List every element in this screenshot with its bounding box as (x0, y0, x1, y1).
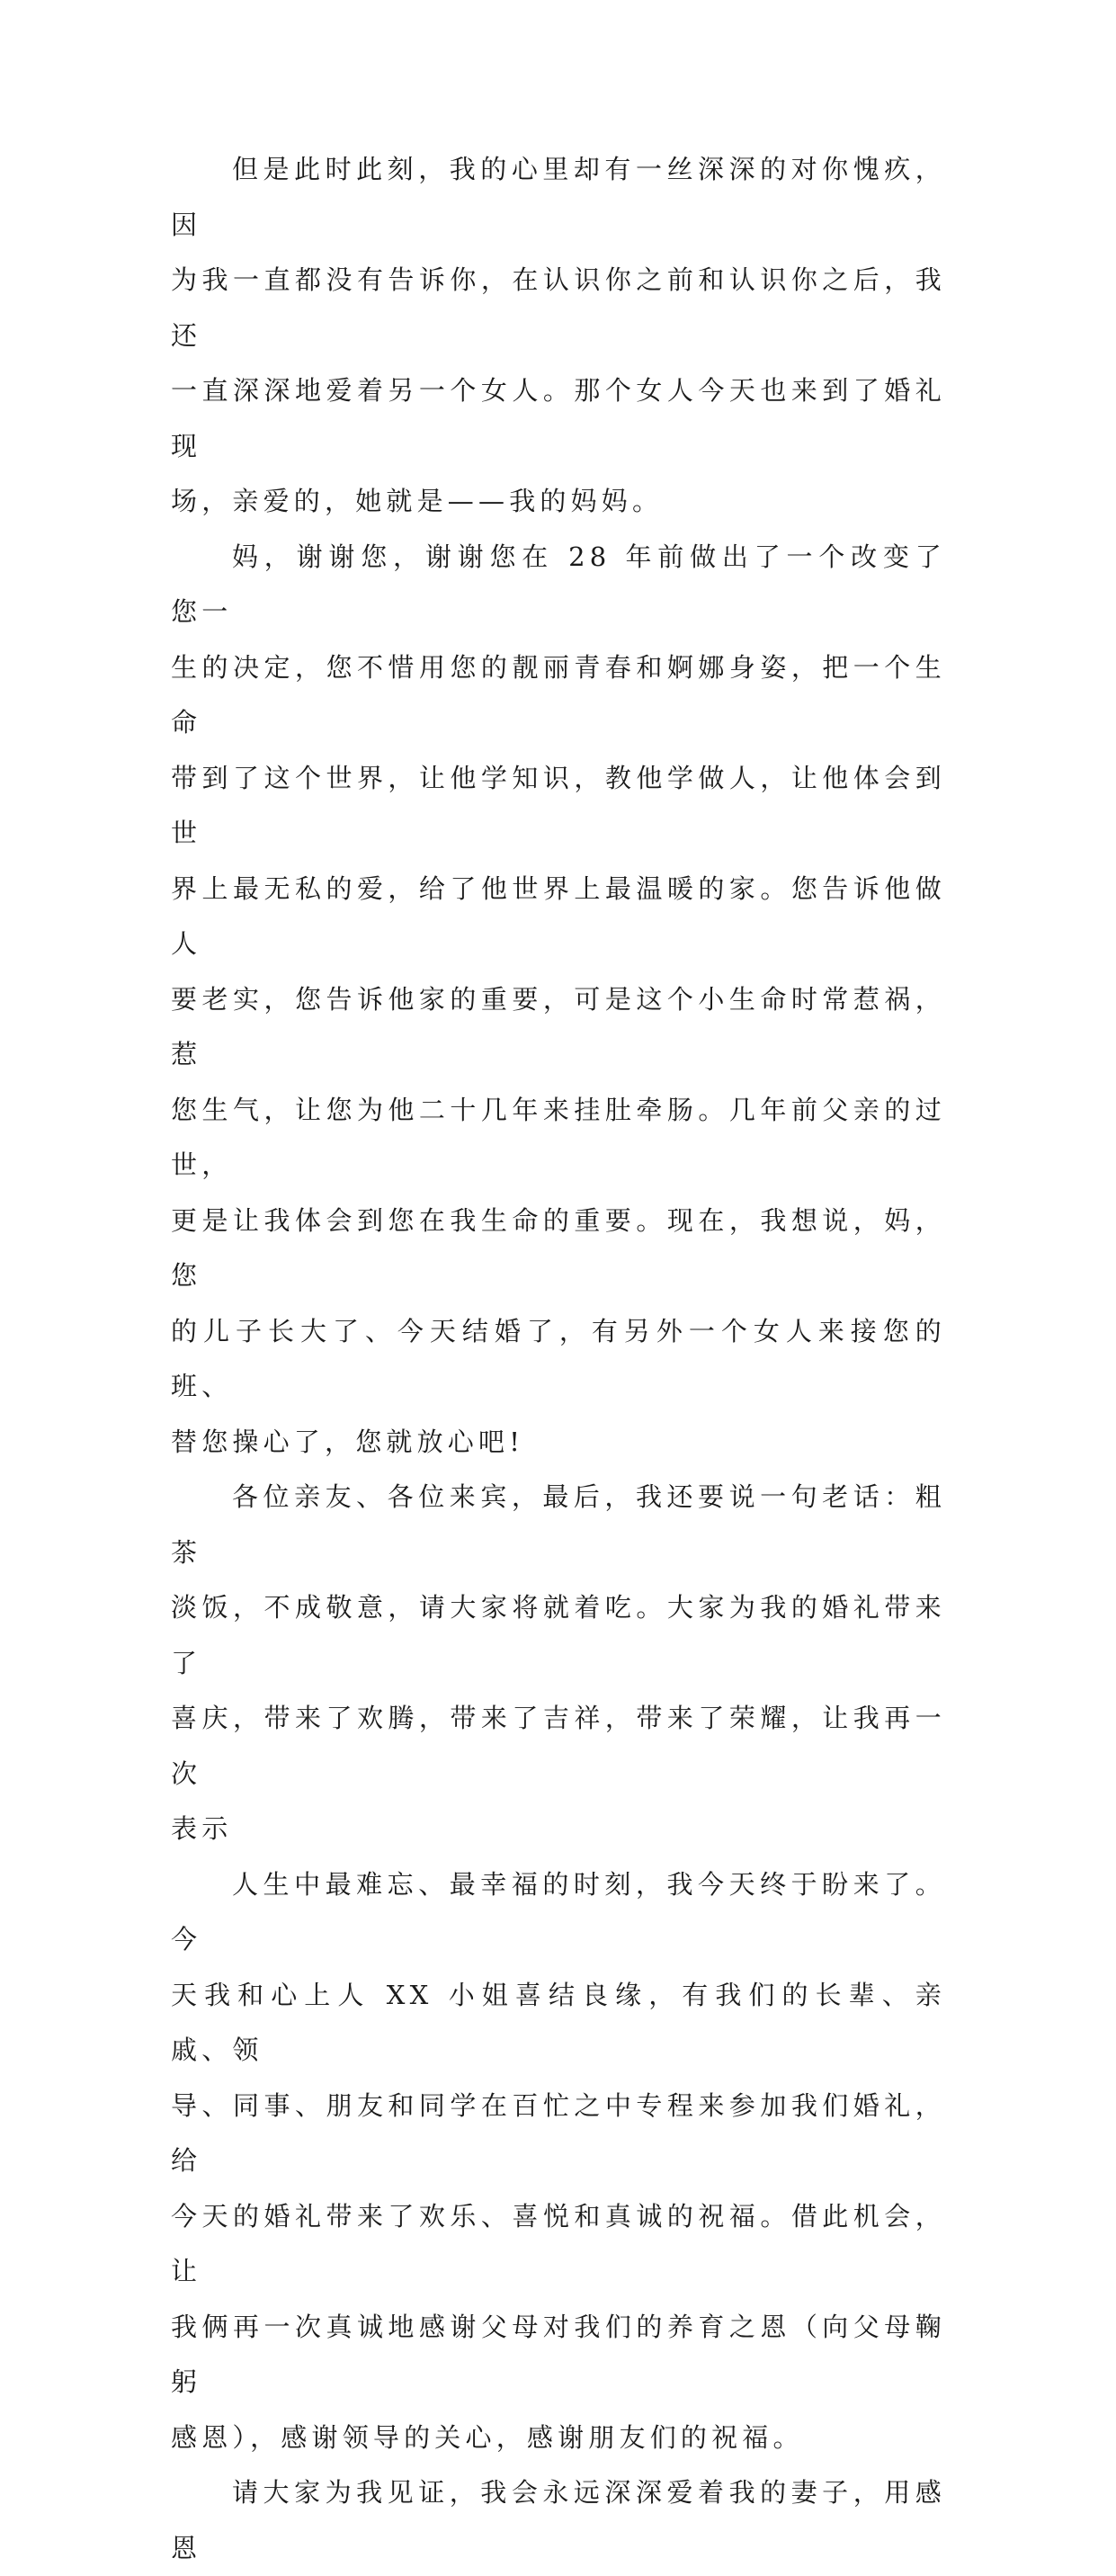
document-body (171, 142, 946, 2576)
paragraph-happiest-moment: 人生中最难忘、最幸福的时刻，我今天终于盼来了。今 天我和心上人 XX 小姐喜结良缘，有我们的长辈、亲戚、领 导、同事、朋友和同学在百忙之中专程来参加我们婚礼，给 今天的婚礼带来了欢乐、喜悦和真诚的祝福。借此机会，让 我俩再一次真诚地感谢父母对我们的养育之恩（向父母鞠躬 感恩），感谢领导的关心，感谢朋友们的祝福。 (171, 1868, 946, 2453)
paragraph-vow: 请大家为我见证，我会永远深深爱着我的妻子，用感恩 (171, 2477, 946, 2563)
paragraph-thanks-mother: 妈，谢谢您，谢谢您在 28 年前做出了一个改变了您一 生的决定，您不惜用您的靓丽青春和婀娜身姿，把一个生命 带到了这个世界，让他学知识，教他学做人，让他体会到世 界上最无私的爱，给了他世界上最温暖的家。您告诉他做人 要老实，您告诉他家的重要，可是这个小生命时常惹祸，惹 您生气，让您为他二十几年来挂肚牵肠。几年前父亲的过世， 更是让我体会到您在我生命的重要。现在，我想说，妈，您 的儿子长大了、今天结婚了，有另外一个女人来接您的班、 替您操心了，您就放心吧! (171, 541, 946, 1457)
paragraph-apology: 但是此时此刻，我的心里却有一丝深深的对你愧疚，因 为我一直都没有告诉你，在认识你之前和认识你之后，我还 一直深深地爱着另一个女人。那个女人今天也来到了婚礼现 场，亲爱的，她就是——我的妈妈。 (171, 154, 946, 516)
paragraph-guests: 各位亲友、各位来宾，最后，我还要说一句老话：粗茶 淡饭，不成敬意，请大家将就着吃。大家为我的婚礼带来了 喜庆，带来了欢腾，带来了吉祥，带来了荣耀，让我再一次 表示 (171, 1481, 946, 1844)
